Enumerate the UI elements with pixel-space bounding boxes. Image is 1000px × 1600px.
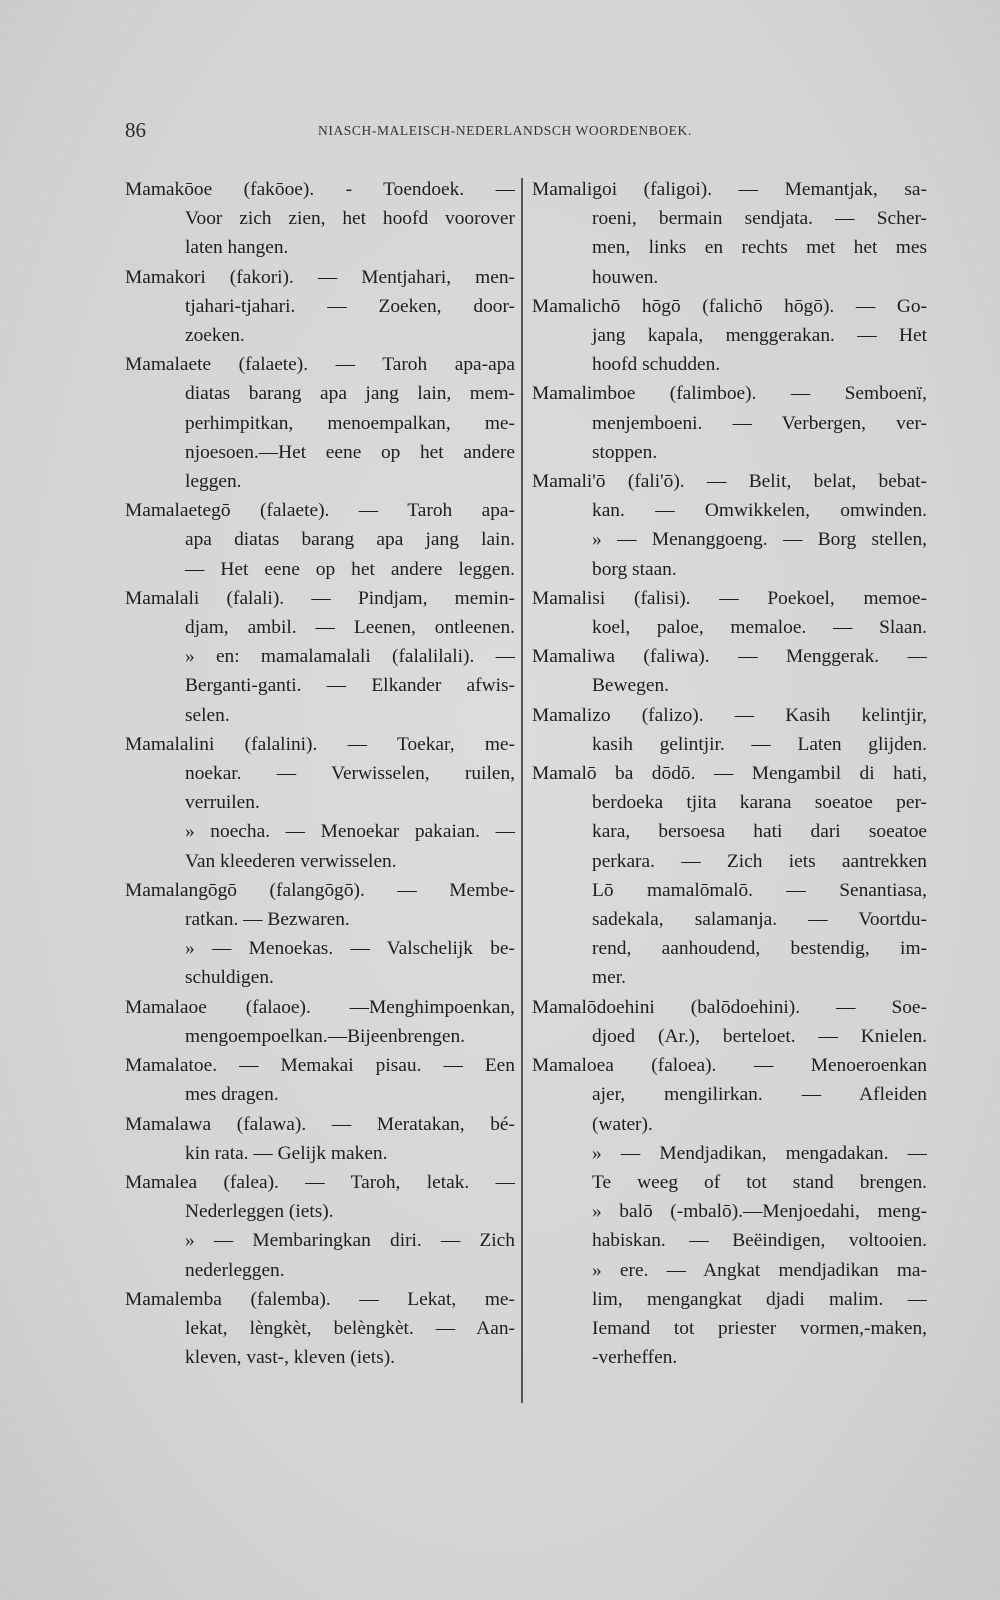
- entry-line: Mamalisi (falisi). — Poekoel, memoe-: [532, 587, 927, 609]
- entry-line: (water).: [592, 1113, 653, 1135]
- entry-line: Mamalaoe (falaoe). —Menghimpoenkan,: [125, 996, 515, 1018]
- entry-line: men, links en rechts met het mes: [592, 237, 927, 259]
- dictionary-entry: [125, 1110, 515, 1168]
- dictionary-entry: [532, 993, 927, 1051]
- entry-line: » en: mamalamalali (falalilali). —: [185, 646, 515, 668]
- entry-line: houwen.: [592, 266, 659, 288]
- entry-line: » — Menanggoeng. — Borg stellen,: [592, 529, 927, 551]
- entry-line: hoofd schudden.: [592, 354, 721, 376]
- entry-line: borg staan.: [592, 558, 677, 580]
- entry-line: Bewegen.: [592, 675, 669, 697]
- entry-line: kara, bersoesa hati dari soeatoe: [592, 821, 927, 843]
- entry-line: selen.: [185, 704, 230, 726]
- entry-line: tjahari-tjahari. — Zoeken, door-: [185, 295, 515, 317]
- entry-line: ratkan. — Bezwaren.: [185, 909, 350, 931]
- page-header: [125, 118, 745, 148]
- dictionary-entry: [125, 1168, 515, 1285]
- entry-line: -verheffen.: [592, 1347, 678, 1369]
- entry-line: mer.: [592, 967, 626, 989]
- entry-line: Mamalaetegō (falaete). — Taroh apa-: [125, 500, 515, 522]
- entry-line: noekar. — Verwisselen, ruilen,: [185, 763, 515, 785]
- entry-line: lekat, lèngkèt, belèngkèt. — Aan-: [185, 1317, 515, 1339]
- entry-line: » ere. — Angkat mendjadikan ma-: [592, 1259, 927, 1281]
- entry-line: rend, aanhoudend, bestendig, im-: [592, 938, 927, 960]
- entry-line: Mamalō ba dōdō. — Mengambil di hati,: [532, 763, 927, 785]
- entry-line: Mamalawa (falawa). — Meratakan, bé-: [125, 1113, 515, 1135]
- entry-line: Te weeg of tot stand brengen.: [592, 1171, 927, 1193]
- entry-line: — Het eene op het andere leggen.: [185, 558, 515, 580]
- entry-line: djam, ambil. — Leenen, ontleenen.: [185, 617, 515, 639]
- entry-line: Mamalizo (falizo). — Kasih kelintjir,: [532, 704, 927, 726]
- entry-line: sadekala, salamanja. — Voortdu-: [592, 909, 927, 931]
- entry-line: lim, mengangkat djadi malim. —: [592, 1288, 927, 1310]
- entry-line: kleven, vast-, kleven (iets).: [185, 1347, 395, 1369]
- entry-line: Mamalichō hōgō (falichō hōgō). — Go-: [532, 295, 927, 317]
- entry-line: » — Mendjadikan, mengadakan. —: [592, 1142, 927, 1164]
- entry-line: Mamali'ō (fali'ō). — Belit, belat, bebat-: [532, 471, 927, 493]
- dictionary-entry: [125, 730, 515, 876]
- entry-line: Lō mamalōmalō. — Senantiasa,: [592, 879, 927, 901]
- dictionary-entry: [125, 584, 515, 730]
- dictionary-entry: [125, 1051, 515, 1109]
- entry-line: Berganti-ganti. — Elkander afwis-: [185, 675, 515, 697]
- entry-line: Mamakōoe (fakōoe). - Toendoek. —: [125, 179, 515, 200]
- left-column: [125, 175, 515, 1372]
- entry-line: Mamaliwa (faliwa). — Menggerak. —: [532, 646, 927, 668]
- dictionary-entry: [125, 175, 515, 263]
- entry-line: schuldigen.: [185, 967, 274, 989]
- entry-line: habiskan. — Beëindigen, voltooien.: [592, 1230, 927, 1252]
- entry-line: Mamakori (fakori). — Mentjahari, men-: [125, 266, 515, 288]
- dictionary-entry: [532, 1051, 927, 1372]
- running-title: NIASCH-MALEISCH-NEDERLANDSCH WOORDENBOEK.: [318, 123, 692, 138]
- entry-line: djoed (Ar.), berteloet. — Knielen.: [592, 1025, 927, 1047]
- dictionary-entry: [532, 759, 927, 993]
- right-column: [532, 175, 927, 1372]
- entry-line: mengoempoelkan.—Bijeenbrengen.: [185, 1025, 465, 1047]
- entry-line: Mamalatoe. — Memakai pisau. — Een: [125, 1055, 515, 1077]
- dictionary-entry: [125, 1285, 515, 1373]
- page-number: 86: [125, 118, 146, 142]
- entry-line: » noecha. — Menoekar pakaian. —: [185, 821, 515, 843]
- entry-line: berdoeka tjita karana soeatoe per-: [592, 792, 927, 814]
- entry-line: Mamaloea (faloea). — Menoeroenkan: [532, 1055, 927, 1077]
- dictionary-entry: [532, 701, 927, 759]
- entry-line: » — Membaringkan diri. — Zich: [185, 1230, 515, 1252]
- entry-line: nederleggen.: [185, 1259, 285, 1281]
- entry-line: koel, paloe, memaloe. — Slaan.: [592, 617, 927, 639]
- entry-line: Mamalali (falali). — Pindjam, memin-: [125, 587, 515, 609]
- entry-line: » balō (-mbalō).—Menjoedahi, meng-: [592, 1201, 927, 1223]
- entry-line: Mamalemba (falemba). — Lekat, me-: [125, 1288, 515, 1310]
- entry-line: jang kapala, menggerakan. — Het: [592, 325, 927, 347]
- entry-line: kan. — Omwikkelen, omwinden.: [592, 500, 927, 522]
- dictionary-entry: [125, 496, 515, 584]
- entry-line: laten hangen.: [185, 237, 289, 259]
- entry-line: » — Menoekas. — Valschelijk be-: [185, 938, 515, 960]
- column-divider: [521, 178, 523, 1403]
- entry-line: menjemboeni. — Verbergen, ver-: [592, 412, 927, 434]
- entry-line: Mamalangōgō (falangōgō). — Membe-: [125, 879, 515, 901]
- entry-line: Iemand tot priester vormen,-maken,: [592, 1317, 927, 1339]
- dictionary-entry: [125, 350, 515, 496]
- entry-line: verruilen.: [185, 792, 260, 814]
- entry-line: Mamalalini (falalini). — Toekar, me-: [125, 733, 515, 755]
- entry-line: mes dragen.: [185, 1084, 279, 1106]
- entry-line: stoppen.: [592, 441, 658, 463]
- dictionary-entry: [125, 876, 515, 993]
- entry-line: leggen.: [185, 471, 242, 493]
- dictionary-entry: [532, 292, 927, 380]
- dictionary-entry: [532, 642, 927, 700]
- entry-line: perhimpitkan, menoempalkan, me-: [185, 412, 515, 434]
- entry-line: perkara. — Zich iets aantrekken: [592, 850, 927, 872]
- entry-line: Mamalaete (falaete). — Taroh apa-apa: [125, 354, 515, 376]
- dictionary-entry: [532, 584, 927, 642]
- entry-line: zoeken.: [185, 325, 245, 347]
- entry-line: Mamalōdoehini (balōdoehini). — Soe-: [532, 996, 927, 1018]
- dictionary-entry: [532, 379, 927, 467]
- dictionary-entry: [125, 263, 515, 351]
- entry-line: roeni, bermain sendjata. — Scher-: [592, 208, 927, 230]
- dictionary-entry: [532, 467, 927, 584]
- entry-line: kin rata. — Gelijk maken.: [185, 1142, 388, 1164]
- entry-line: apa diatas barang apa jang lain.: [185, 529, 515, 551]
- entry-line: diatas barang apa jang lain, mem-: [185, 383, 515, 405]
- entry-line: ajer, mengilirkan. — Afleiden: [592, 1084, 927, 1106]
- entry-line: Mamalea (falea). — Taroh, letak. —: [125, 1171, 515, 1193]
- entry-line: Nederleggen (iets).: [185, 1201, 334, 1223]
- dictionary-entry: [125, 993, 515, 1051]
- dictionary-entry: [532, 175, 927, 292]
- entry-line: Mamalimboe (falimboe). — Semboenï,: [532, 383, 927, 405]
- entry-line: kasih gelintjir. — Laten glijden.: [592, 733, 927, 755]
- entry-line: Voor zich zien, het hoofd voorover: [185, 208, 515, 230]
- entry-line: Van kleederen verwisselen.: [185, 850, 397, 872]
- entry-line: Mamaligoi (faligoi). — Memantjak, sa-: [532, 179, 927, 200]
- entry-line: njoesoen.—Het eene op het andere: [185, 441, 515, 463]
